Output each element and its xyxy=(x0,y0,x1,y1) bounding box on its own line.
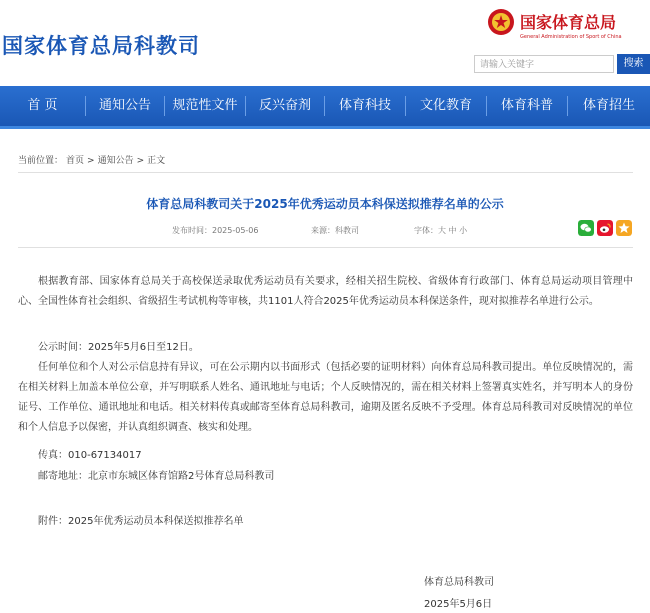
breadcrumb xyxy=(18,153,168,166)
divider xyxy=(18,247,633,248)
font-size-control[interactable]: 字体：大 中 小 xyxy=(414,226,468,235)
brand-name-en: General Administration of Sport of China xyxy=(520,34,622,40)
paragraph-period: 公示时间：2025年5月6日至12日。 xyxy=(38,342,199,353)
article-paragraph xyxy=(18,358,633,438)
site-title[interactable]: 国家体育总局科教司 xyxy=(2,34,200,58)
nav-item-sports-tech[interactable]: 体育科技 xyxy=(338,98,391,113)
search-button[interactable]: 搜索 xyxy=(617,54,650,74)
attachment-link[interactable]: 附件：2025年优秀运动员本科保送拟推荐名单 xyxy=(38,516,244,527)
breadcrumb-label: 当前位置： xyxy=(18,156,64,166)
article-source: 来源：科教司 xyxy=(311,226,359,235)
nav-item-popular-science[interactable]: 体育科普 xyxy=(500,98,553,113)
fax-number: 传真：010-67134017 xyxy=(38,450,142,461)
qzone-icon[interactable] xyxy=(616,220,632,236)
breadcrumb-current: 正文 xyxy=(147,156,166,166)
mail-address: 邮寄地址：北京市东城区体育馆路2号体育总局科教司 xyxy=(38,471,275,482)
signature-org: 体育总局科教司 xyxy=(424,577,494,588)
nav-item-anti-doping[interactable]: 反兴奋剂 xyxy=(258,98,311,113)
header xyxy=(0,0,650,86)
nav-item-home[interactable]: 首 页 xyxy=(27,98,58,113)
article-paragraph xyxy=(18,272,633,312)
paragraph-intro: 根据教育部、国家体育总局关于高校保送录取优秀运动员有关要求，经相关招生院校、省级体育行政部门、体育总局运动项目管理中心、全国性体育社会组织、省级招生考试机构等审核，共1101人符合2025年优秀运动员本科保送条件，现对拟推荐名单进行公示。 xyxy=(18,276,633,307)
breadcrumb-separator: > xyxy=(87,156,95,166)
breadcrumb-home[interactable]: 首页 xyxy=(66,156,85,166)
article-title: 体育总局科教司关于2025年优秀运动员本科保送拟推荐名单的公示 xyxy=(146,197,504,211)
breadcrumb-separator: > xyxy=(136,156,145,166)
nav-item-regulations[interactable]: 规范性文件 xyxy=(172,98,238,113)
signature-date: 2025年5月6日 xyxy=(424,599,493,610)
search-input[interactable]: 请输入关键字 xyxy=(474,55,614,73)
brand-name-cn: 国家体育总局 xyxy=(520,13,617,32)
paragraph-objection: 任何单位和个人对公示信息持有异议，可在公示期内以书面形式（包括必要的证明材料）向体育总局科教司提出。单位反映情况的，需在相关材料上加盖本单位公章，并写明联系人姓名、通讯地址与电话；个人反映情况的，需在相关材料上签署真实姓名，并写明本人的身份证号、工作单位、通讯地址和电话。相关材料传真或邮寄至体育总局科教司，逾期及匿名反映不予受理。体育总局科教司对反映情况的单位和个人信息予以保密，并认真组织调查、核实和处理。 xyxy=(18,362,633,433)
nav-item-notices[interactable]: 通知公告 xyxy=(98,98,151,113)
brand-logo[interactable] xyxy=(487,6,647,46)
wechat-icon[interactable] xyxy=(578,220,594,236)
breadcrumb-section[interactable]: 通知公告 xyxy=(97,156,134,166)
weibo-icon[interactable] xyxy=(597,220,613,236)
publish-time: 发布时间：2025-05-06 xyxy=(172,226,259,235)
national-emblem-icon xyxy=(487,8,515,36)
main-nav xyxy=(0,86,650,129)
nav-item-admissions[interactable]: 体育招生 xyxy=(582,98,635,113)
divider xyxy=(18,172,633,173)
article-paragraph xyxy=(18,338,633,358)
nav-item-culture-education[interactable]: 文化教育 xyxy=(419,98,472,113)
